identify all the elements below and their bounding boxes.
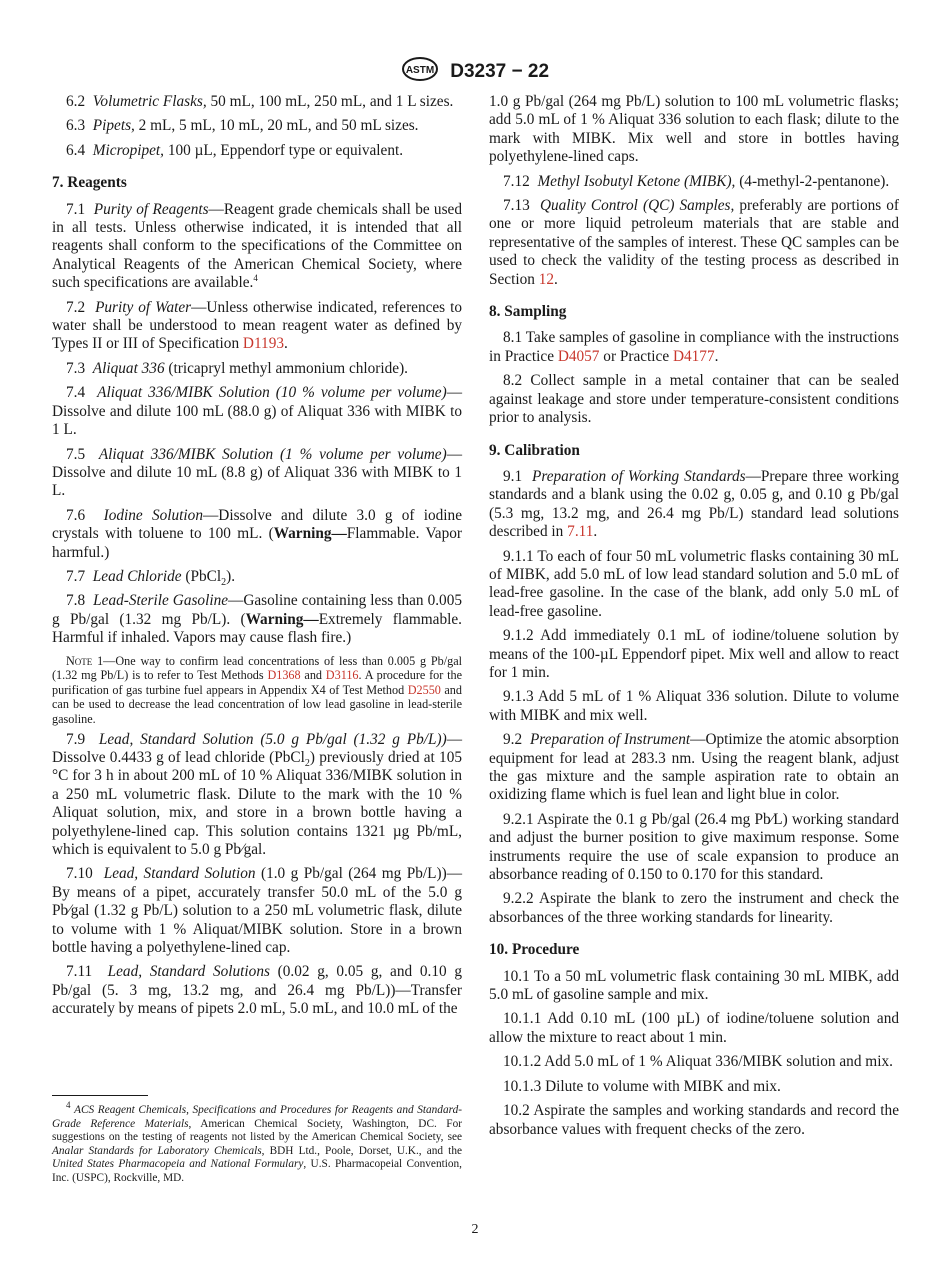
para-8-1: 8.1 Take samples of gasoline in compliance with the instructions in Practice D4057 or Practice D4177. xyxy=(489,329,899,365)
document-designation: D3237 − 22 xyxy=(450,61,550,82)
ref-link-d3116[interactable]: D3116 xyxy=(325,668,359,683)
svg-text:ASTM: ASTM xyxy=(405,65,435,76)
para-10-1-2: 10.1.2 Add 5.0 mL of 1 % Aliquat 336/MIBK solution and mix. xyxy=(503,1053,893,1071)
para-10-1: 10.1 To a 50 mL volumetric flask containing 30 mL MIBK, add 5.0 mL of gasoline sample and mix. xyxy=(489,967,899,1004)
para-9-1-2: 9.1.2 Add immediately 0.1 mL of iodine/toluene solution by means of the 100-µL Eppendorf pipet. Mix well and allow to react for 1 min. xyxy=(489,627,899,681)
astm-logo xyxy=(401,56,439,88)
para-9-2-1: 9.2.1 Aspirate the 0.1 g Pb/gal (26.4 mg Pb⁄L) working standard and adjust the burner position to give maximum response. Some instruments require the use of scale expansion to produce an absorbance reading of 0.150 to 0.170 for this standard. xyxy=(489,810,899,884)
right-column xyxy=(489,93,899,1145)
para-6-2: 6.2 Volumetric Flasks, 50 mL, 100 mL, 250 mL, and 1 L sizes. xyxy=(66,93,454,110)
para-8-2: 8.2 Collect sample in a metal container that can be sealed against leakage and store under temperature-consistent conditions prior to analysis. xyxy=(489,372,899,427)
para-9-2: 9.2 Preparation of Instrument—Optimize the atomic absorption equipment for lead at 283.3 nm. Using the reagent blank, adjust the gas mixture and the sample aspiration rate to obtain an oxidizing flame which is fuel lean and light blue in color. xyxy=(489,731,900,804)
page-number: 2 xyxy=(471,1222,479,1237)
ref-link-d2550[interactable]: D2550 xyxy=(407,682,441,697)
ref-link-section-12[interactable]: 12 xyxy=(538,270,555,288)
para-7-3: 7.3 Aliquat 336 (tricapryl methyl ammonium chloride). xyxy=(66,359,408,377)
footnote-ref[interactable]: 4 xyxy=(253,273,258,284)
section-7-heading: 7. Reagents xyxy=(52,174,127,192)
footnote-divider xyxy=(52,1095,148,1096)
ref-link-7-11[interactable]: 7.11 xyxy=(567,523,594,541)
para-7-12: 7.12 Methyl Isobutyl Ketone (MIBK), (4-methyl-2-pentanone). xyxy=(503,172,890,190)
para-7-7: 7.7 Lead Chloride (PbCl$_2$). xyxy=(66,567,236,588)
para-7-6: 7.6 Iodine Solution—Dissolve and dilute 3.0 g of iodine crystals with toluene to 100 mL. (Warning—Flammable. Vapor harmful.) xyxy=(52,506,462,561)
ref-link-d4057[interactable]: D4057 xyxy=(557,347,600,365)
para-7-9: 7.9 Lead, Standard Solution (5.0 g Pb/gal (1.32 g Pb/L))—Dissolve 0.4433 g of lead chloride (PbCl$_2$) previously dried at 105 °C for 3 h in about 200 mL of 10 % Aliquat 336/MIBK solution in a 250 mL volumetric flask. Dilute to the mark with the 10 % Aliquat solution, mix, and store in a brown bottle having a polyethylene-lined cap. This solution contains 1321 µg Pb/mL, which is equivalent to 5.0 g Pb⁄gal. xyxy=(52,730,462,858)
para-7-8: 7.8 Lead-Sterile Gasoline—Gasoline containing less than 0.005 g Pb/gal (1.32 mg Pb/L). (Warning—Extremely flammable. Harmful if inhaled. Vapors may cause flash fire.) xyxy=(52,592,462,647)
left-column xyxy=(52,93,462,1025)
para-9-1-3: 9.1.3 Add 5 mL of 1 % Aliquat 336 solution. Dilute to volume with MIBK and mix well. xyxy=(489,688,899,724)
page-header xyxy=(0,56,950,82)
footnote-4: $^4$ ACS Reagent Chemicals, Specifications and Procedures for Reagents and Standard-Grade Reference Materials, American Chemical Society, Washington, DC. For suggestions on the testing of reagents not listed by the American Chemical Society, see Analar Standards for Laboratory Chemicals, BDH Ltd., Poole, Dorset, U.K., and the United States Pharmacopeia and National Formulary, U.S. Pharmacopeial Convention, Inc. (USPC), Rockville, MD. xyxy=(52,1100,462,1184)
para-9-1-1: 9.1.1 To each of four 50 mL volumetric flasks containing 30 mL of MIBK, add 5.0 mL of low lead standard solution and 5.0 mL of lead-free gasoline. In the case of the blank, add only 5.0 mL of lead-free gasoline. xyxy=(489,547,899,620)
para-10-1-3: 10.1.3 Dilute to volume with MIBK and mix. xyxy=(503,1077,781,1095)
section-9-heading: 9. Calibration xyxy=(489,441,580,459)
para-9-2-2: 9.2.2 Aspirate the blank to zero the instrument and check the absorbances of the three working standards for linearity. xyxy=(489,890,899,926)
para-7-4: 7.4 Aliquat 336/MIBK Solution (10 % volume per volume)—Dissolve and dilute 100 mL (88.0 g) of Aliquat 336 with MIBK to 1 L. xyxy=(52,384,462,439)
para-7-10: 7.10 Lead, Standard Solution (1.0 g Pb/gal (264 mg Pb/L))—By means of a pipet, accurately transfer 50.0 mL of the 5.0 g Pb⁄gal (1.32 g Pb/L) solution to a 250 mL volumetric flask, dilute to volume with 1 % Aliquat/MIBK solution. Store in a brown bottle having a polyethylene-lined cap. xyxy=(52,865,462,956)
para-10-2: 10.2 Aspirate the samples and working standards and record the absorbance values with frequent checks of the zero. xyxy=(489,1102,899,1138)
para-7-11: 7.11 Lead, Standard Solutions (0.02 g, 0.05 g, and 0.10 g Pb/gal (5. 3 mg, 13.2 mg, and 26.4 mg Pb/L))—Transfer accurately by means of pipets 2.0 mL, 5.0 mL, and 10.0 mL of the xyxy=(52,963,462,1018)
ref-link-d1193[interactable]: D1193 xyxy=(242,335,284,353)
ref-link-d4177[interactable]: D4177 xyxy=(672,347,715,365)
para-10-1-1: 10.1.1 Add 0.10 mL (100 µL) of iodine/toluene solution and allow the mixture to react about 1 min. xyxy=(489,1010,899,1046)
para-7-1: 7.1 Purity of Reagents—Reagent grade chemicals shall be used in all tests. Unless otherwise indicated, it is intended that all reagents shall conform to the specifications of the Committee on Analytical Reagents of the American Chemical Society, where such specifications are available.$^4$ xyxy=(52,200,462,292)
ref-link-d1368[interactable]: D1368 xyxy=(267,668,301,683)
para-7-2: 7.2 Purity of Water—Unless otherwise indicated, references to water shall be understood to mean reagent water as defined by Types II or III of Specification D1193. xyxy=(52,298,462,353)
para-7-13: 7.13 Quality Control (QC) Samples, preferably are portions of one or more liquid petroleum materials that are stable and representative of the samples of interest. These QC samples can be used to check the validity of the testing process as described in Section 12. xyxy=(489,197,900,288)
para-6-4: 6.4 Micropipet, 100 µL, Eppendorf type or equivalent. xyxy=(66,141,404,159)
section-8-heading: 8. Sampling xyxy=(489,303,567,321)
para-6-3: 6.3 Pipets, 2 mL, 5 mL, 10 mL, 20 mL, and 50 mL sizes. xyxy=(66,117,419,135)
note-1: Note 1—One way to confirm lead concentrations of less than 0.005 g Pb/gal (1.32 mg Pb/L) is to refer to Test Methods D1368 and D3116. A procedure for the purification of gas turbine fuel appears in Appendix X4 of Test Method D2550 and can be used to decrease the lead concentration of low lead gasoline in lead-sterile gasoline. xyxy=(52,653,462,726)
para-7-11-continued: 1.0 g Pb/gal (264 mg Pb/L) solution to 100 mL volumetric flasks; add 5.0 mL of 1 % Aliquat 336 solution to each flask; dilute to the mark with MIBK. Mix well and store in bottles having polyethylene-lined caps. xyxy=(489,93,899,166)
para-7-5: 7.5 Aliquat 336/MIBK Solution (1 % volume per volume)—Dissolve and dilute 10 mL (8.8 g) of Aliquat 336 with MIBK to 1 L. xyxy=(52,445,462,500)
para-9-1: 9.1 Preparation of Working Standards—Prepare three working standards and a blank using the 0.02 g, 0.05 g, and 0.10 g Pb/gal (5.3 mg, 13.2 mg, and 26.4 mg Pb/L) standard lead solutions described in 7.11. xyxy=(489,467,899,541)
section-10-heading: 10. Procedure xyxy=(489,941,580,959)
